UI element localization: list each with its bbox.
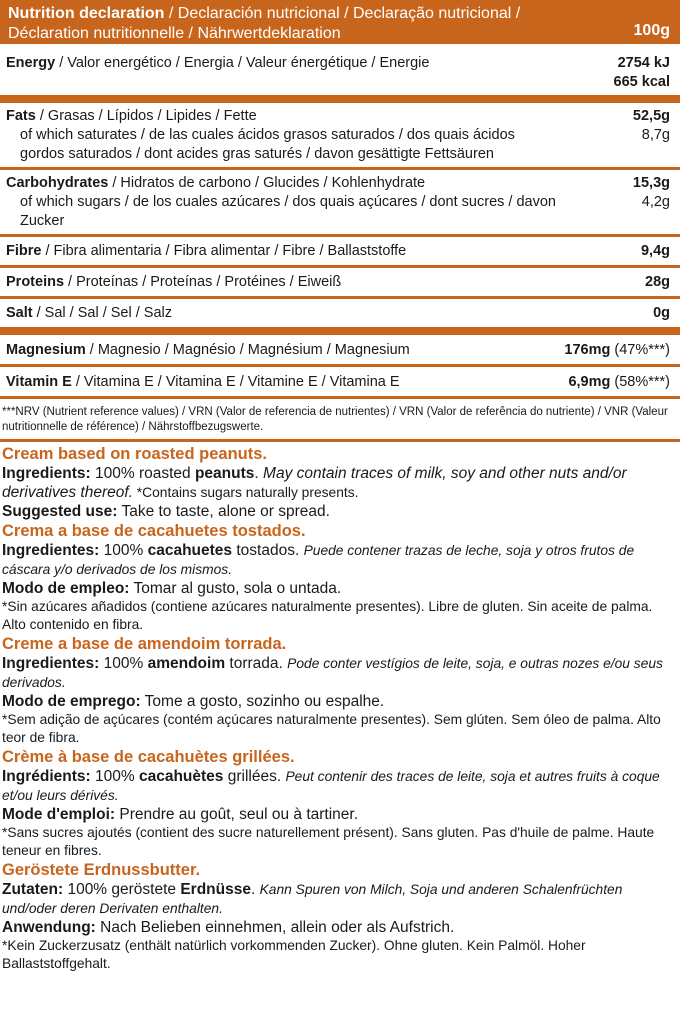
fr-use-text: Prendre au goût, seul ou à tartiner. [115, 806, 359, 823]
salt-name: Salt [6, 305, 33, 321]
header-per-100g: 100g [633, 22, 670, 39]
en-use [2, 502, 678, 521]
vitamin-e-value: 6,9mg [568, 374, 611, 390]
fr-ingredients-label: Ingrédients: [2, 768, 91, 785]
sugars-label: of which sugars / de los cuales azúcares / dos quais açúcares / dont sucres / davon Zucker [20, 194, 556, 229]
energy-name: Energy [6, 55, 56, 71]
sugars-value: 4,2g [641, 194, 670, 210]
de-allergen: Erdnüsse [180, 881, 251, 898]
row-proteins [0, 268, 680, 299]
pt-traces: Pode conter vestígios de leite, soja, e outras nozes e/ou seus derivados. [2, 656, 663, 690]
nutrition-header [0, 0, 680, 44]
es-ing-pre: 100% [99, 542, 148, 559]
pt-note: *Sem adição de açúcares (contém açúcares naturalmente presentes). Sem glúten. Sem óleo de palma. Alto teor de fibra. [2, 712, 661, 745]
es-title: Crema a base de cacahuetes tostados. [2, 522, 306, 540]
vitamin-e-name: Vitamin E [6, 374, 72, 390]
en-ingredients-label: Ingredients: [2, 465, 91, 482]
vitamin-e-nrv: (58%***) [610, 374, 670, 390]
en-sugar-note: *Contains sugars naturally presents. [132, 485, 359, 500]
es-ingredients [2, 541, 678, 579]
fr-title: Crème à base de cacahuètes grillées. [2, 748, 295, 766]
de-ingredients [2, 880, 678, 918]
row-fats [0, 103, 680, 170]
es-use [2, 579, 678, 598]
carbs-name: Carbohydrates [6, 175, 109, 191]
de-ing-pre: 100% geröstete [63, 881, 181, 898]
energy-kj: 2754 kJ [617, 55, 670, 71]
row-magnesium [0, 335, 680, 367]
vitamin-e-translations: / Vitamina E / Vitamina E / Vitamine E / Vitamina E [71, 374, 400, 390]
fats-translations: / Grasas / Lípidos / Lipides / Fette [35, 108, 257, 124]
header-title: Nutrition declaration [8, 5, 165, 22]
row-carbohydrates [0, 170, 680, 237]
header-line-2: Déclaration nutritionnelle / Nährwertdeklaration [8, 25, 341, 42]
carbs-value: 15,3g [632, 175, 670, 191]
pt-allergen: amendoim [147, 655, 226, 672]
energy-translations: / Valor energético / Energia / Valeur énergétique / Energie [55, 55, 430, 71]
en-ingredients [2, 464, 678, 502]
es-allergen: cacahuetes [147, 542, 233, 559]
fibre-value: 9,4g [640, 243, 670, 259]
es-use-text: Tomar al gusto, sola o untada. [129, 580, 342, 597]
pt-title: Creme a base de amendoim torrada. [2, 635, 287, 653]
pt-use-text: Tome a gosto, sozinho ou espalhe. [140, 693, 385, 710]
fibre-name: Fibre [6, 243, 42, 259]
fibre-translations: / Fibra alimentaria / Fibra alimentar / Fibre / Ballaststoffe [41, 243, 407, 259]
energy-kcal: 665 kcal [613, 74, 670, 90]
row-salt [0, 299, 680, 335]
saturates-value: 8,7g [641, 127, 670, 143]
fats-name: Fats [6, 108, 36, 124]
es-traces: Puede contener trazas de leche, soja y otros frutos de cáscara y/o derivados de los mismos. [2, 543, 635, 577]
en-use-text: Take to taste, alone or spread. [117, 503, 330, 520]
de-traces: Kann Spuren von Milch, Soja und anderen Schalenfrüchten und/oder deren Derivaten enthalten. [2, 882, 623, 916]
en-title: Cream based on roasted peanuts. [2, 445, 267, 463]
saturates-label: of which saturates / de las cuales ácidos grasos saturados / dos quais ácidos gordos saturados / dont acides gras saturés / davon gesättigte Fettsäuren [20, 127, 515, 162]
row-fibre [0, 237, 680, 268]
salt-translations: / Sal / Sal / Sel / Salz [32, 305, 173, 321]
es-use-label: Modo de empleo: [2, 580, 130, 597]
en-allergen: peanuts [194, 465, 255, 482]
pt-ing-post: torrada. [225, 655, 288, 672]
es-ingredients-label: Ingredientes: [2, 542, 100, 559]
text-sections [0, 442, 680, 973]
header-line-1 [8, 4, 672, 24]
fr-traces: Peut contenir des traces de leite, soja et autres fruits à coque et/ou leurs dérivés. [2, 769, 660, 803]
carbs-translations: / Hidratos de carbono / Glucides / Kohlenhydrate [108, 175, 426, 191]
de-title: Geröstete Erdnussbutter. [2, 861, 201, 879]
pt-ingredients-label: Ingredientes: [2, 655, 100, 672]
es-ing-post: tostados. [232, 542, 304, 559]
salt-value: 0g [653, 305, 670, 321]
de-use-label: Anwendung: [2, 919, 96, 936]
de-note: *Kein Zuckerzusatz (enthält natürlich vorkommenden Zucker). Ohne gluten. Kein Palmöl. Hoher Ballaststoffgehalt. [2, 938, 586, 971]
proteins-translations: / Proteínas / Proteínas / Protéines / Eiweiß [64, 274, 342, 290]
pt-ingredients [2, 654, 678, 692]
fr-use-label: Mode d'emploi: [2, 806, 116, 823]
pt-ing-pre: 100% [99, 655, 148, 672]
fr-ing-pre: 100% [90, 768, 139, 785]
pt-use-label: Modo de emprego: [2, 693, 141, 710]
en-ing-pre: 100% roasted [90, 465, 195, 482]
es-note: *Sin azúcares añadidos (contiene azúcares naturalmente presentes). Libre de gluten. Sin aceite de palma. Alto contenido en fibra. [2, 599, 653, 632]
de-ingredients-label: Zutaten: [2, 881, 64, 898]
magnesium-nrv: (47%***) [610, 342, 670, 358]
header-title-translations: / Declaración nutricional / Declaração nutricional / [164, 5, 521, 22]
en-traces: May contain traces of milk, soy and other nuts and/or derivatives thereof. [2, 465, 627, 501]
fr-ing-post: grillées. [223, 768, 286, 785]
de-use [2, 918, 678, 937]
fr-use [2, 805, 678, 824]
nrv-footnote: ***NRV (Nutrient reference values) / VRN (Valor de referencia de nutrientes) / VRN (Valor de referência do nutriente) / VNR (Valeur nutritionnelle de référence) / Nährstoffbezugswerte. [0, 399, 680, 442]
magnesium-name: Magnesium [6, 342, 86, 358]
fr-ingredients [2, 767, 678, 805]
magnesium-value: 176mg [564, 342, 611, 358]
row-vitamin-e [0, 367, 680, 399]
en-ing-post: . [254, 465, 264, 482]
magnesium-translations: / Magnesio / Magnésio / Magnésium / Magnesium [85, 342, 410, 358]
fr-note: *Sans sucres ajoutés (contient des sucre naturellement présent). Sans gluten. Pas d'huile de palme. Haute teneur en fibres. [2, 825, 655, 858]
en-use-label: Suggested use: [2, 503, 118, 520]
de-ing-post: . [250, 881, 260, 898]
proteins-name: Proteins [6, 274, 65, 290]
row-energy [0, 44, 680, 103]
pt-use [2, 692, 678, 711]
de-use-text: Nach Belieben einnehmen, allein oder als Aufstrich. [95, 919, 455, 936]
proteins-value: 28g [645, 274, 670, 290]
fr-allergen: cacahuètes [138, 768, 224, 785]
fats-value: 52,5g [632, 108, 670, 124]
